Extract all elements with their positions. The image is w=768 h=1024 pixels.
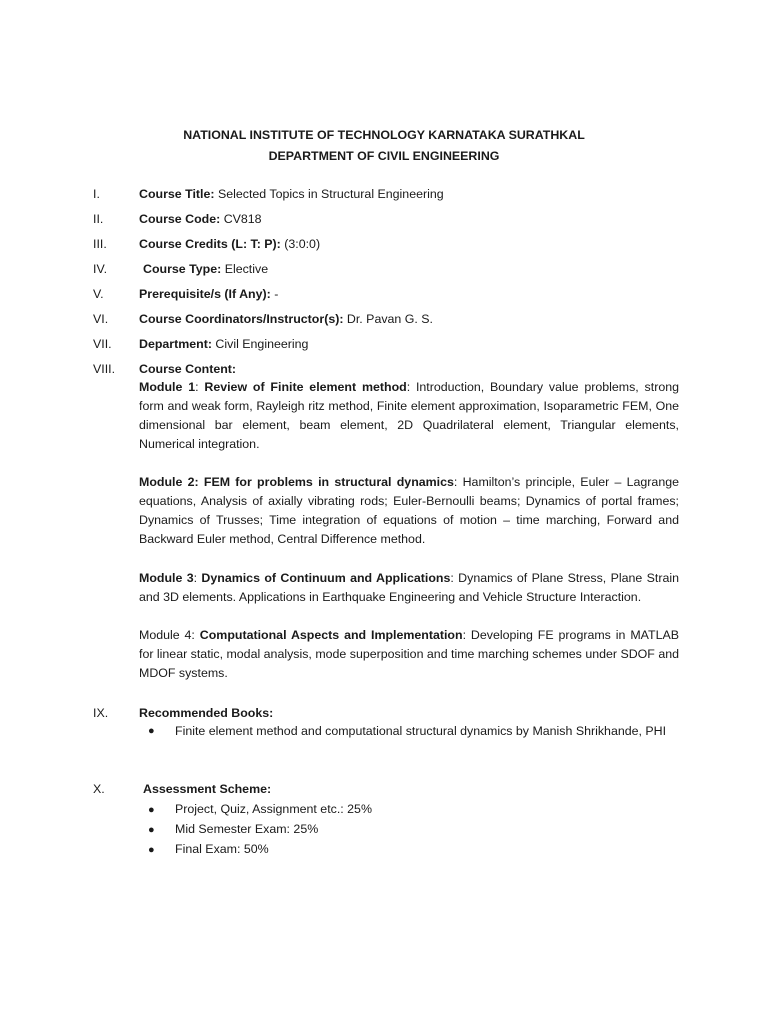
item-numeral: IV. [93,262,108,276]
module-title: Review of Finite element method [204,380,407,394]
section-label: Assessment Scheme: [143,782,272,796]
item-value: - [270,287,279,301]
item-numeral: VIII. [93,362,116,376]
item-value: Selected Topics in Structural Engineering [214,187,444,201]
book-list-item [148,722,679,741]
coordinators-row [93,309,693,329]
recommended-books-row [93,703,693,723]
item-value: CV818 [220,212,262,226]
department-row [93,334,693,354]
module-body: : Introduction, Boundary value problems, strong form and weak form, Rayleigh ritz method, Finite element approximation, Isoparametric FEM, One dimensional bar element, beam element, 2D Quadrilateral element, Triangular elements, Numerical integration. [139,380,679,451]
course-code-row [93,209,693,229]
item-value: Elective [221,262,269,276]
module-1-paragraph [139,378,679,454]
prerequisite-row [93,284,693,304]
module-3-paragraph [139,569,679,607]
item-label: Department: [139,337,212,351]
module-body: : Hamilton’s principle, Euler – Lagrange equations, Analysis of axially vibrating rods; Euler-Bernoulli beams; Dynamics of portal frames; Dynamics of Trusses; Time integration of equations of motion – time marching, Forward and Backward Euler method, Central Difference method. [139,475,679,546]
module-prefix: Module 1 [139,380,196,394]
assessment-entry: Final Exam: 50% [175,842,269,856]
department-title: DEPARTMENT OF CIVIL ENGINEERING [268,149,500,163]
item-label: Course Title: [139,187,215,201]
item-value: (3:0:0) [280,237,321,251]
assessment-entry: Project, Quiz, Assignment etc.: 25% [175,802,372,816]
assessment-list-item [148,819,318,839]
module-body: : Dynamics of Plane Stress, Plane Strain and 3D elements. Applications in Earthquake Engineering and Vehicle Structure Interaction. [139,571,679,604]
module-2-paragraph [139,473,679,549]
item-numeral: V. [93,287,104,301]
item-numeral: II. [93,212,104,226]
assessment-entry: Mid Semester Exam: 25% [175,822,319,836]
item-label: Course Code: [139,212,221,226]
item-numeral: I. [93,187,100,201]
item-numeral: VII. [93,337,112,351]
bullet-icon: ● [148,844,155,856]
assessment-row [93,779,693,799]
item-numeral: IX. [93,706,109,720]
bullet-icon: ● [148,824,155,836]
module-prefix: Module 2: FEM for problems in structural dynamics [139,475,454,489]
module-title: Computational Aspects and Implementation [199,628,463,642]
module-separator: Module 4: [139,628,200,642]
item-numeral: X. [93,782,105,796]
bullet-icon: ● [148,725,155,737]
course-type-row [93,259,693,279]
module-separator: : [195,380,205,394]
course-title-row [93,184,693,204]
module-separator: : [193,571,202,585]
item-label: Course Content: [139,362,237,376]
item-label: Course Type: [143,262,222,276]
book-entry: Finite element method and computational structural dynamics by Manish Shrikhande, PHI [175,724,667,738]
item-label: Course Coordinators/Instructor(s): [139,312,344,326]
module-title: Dynamics of Continuum and Applications [201,571,451,585]
assessment-list-item [148,839,269,859]
module-4-paragraph [139,626,679,683]
assessment-list-item [148,799,372,819]
item-label: Course Credits (L: T: P): [139,237,281,251]
item-numeral: III. [93,237,107,251]
item-value: Civil Engineering [211,337,309,351]
course-credits-row [93,234,693,254]
institute-title: NATIONAL INSTITUTE OF TECHNOLOGY KARNATAKA SURATHKAL [183,128,585,142]
item-label: Prerequisite/s (If Any): [139,287,271,301]
bullet-icon: ● [148,804,155,816]
module-prefix: Module 3 [139,571,194,585]
section-label: Recommended Books: [139,706,274,720]
item-numeral: VI. [93,312,109,326]
course-content-row [93,359,693,379]
item-value: Dr. Pavan G. S. [343,312,433,326]
module-body: : Developing FE programs in MATLAB for linear static, modal analysis, mode superposition and time marching schemes under SDOF and MDOF systems. [139,628,679,680]
